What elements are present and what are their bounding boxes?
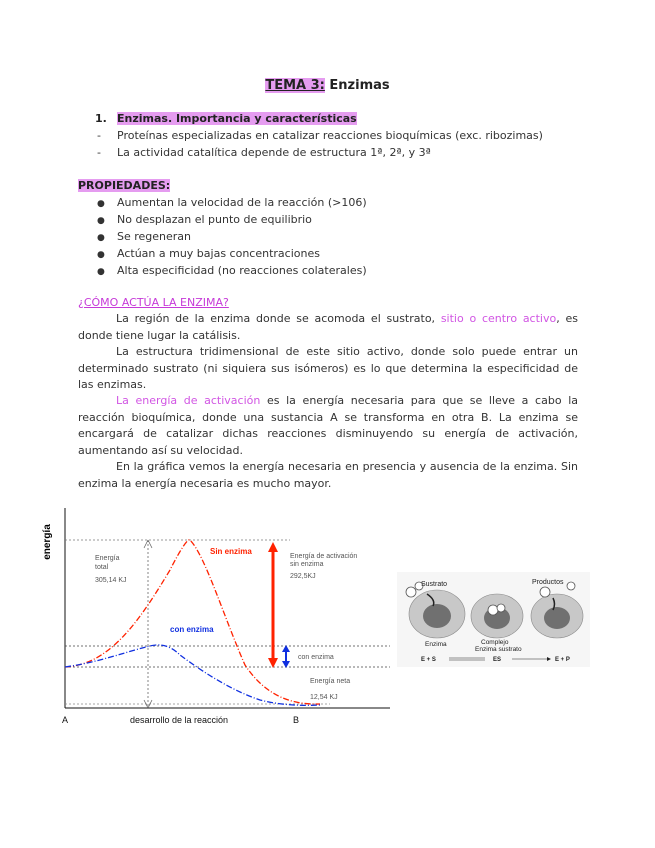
svg-text:con enzima: con enzima [298, 654, 334, 661]
list-item: ● No desplazan el punto de equilibrio [97, 213, 312, 226]
list-item: ● Se regeneran [97, 230, 192, 243]
activation-energy-term: La energía de activación [116, 394, 261, 407]
svg-text:E + P: E + P [555, 657, 570, 663]
section1-title: Enzimas. Importancia y características [117, 112, 357, 125]
section1-number: 1. [95, 112, 107, 125]
paragraph-4: En la gráfica vemos la energía necesaria en presencia y ausencia de la enzima. Sin enzima la energía necesaria es mucho mayor. [78, 460, 578, 490]
svg-text:292,5KJ: 292,5KJ [290, 573, 316, 580]
svg-text:305,14 KJ: 305,14 KJ [95, 577, 127, 584]
title-main: Enzimas [329, 78, 390, 93]
section1-item-1: La actividad catalítica depende de estructura 1ª, 2ª, y 3ª [117, 146, 431, 159]
paragraph-3: La energía de activación es la energía necesaria para que se lleve a cabo la reacción bioquímica, donde una sustancia A se transforma en otra B. La enzima se encargará de catalizar dichas reacciones disminuyendo su energía de activación, aumentando así su velocidad. [78, 394, 578, 457]
svg-text:Energía de activación: Energía de activación [290, 553, 358, 560]
svg-text:Sustrato: Sustrato [421, 581, 448, 588]
svg-text:total: total [95, 564, 109, 571]
paragraph-1: La región de la enzima donde se acomoda el sustrato, sitio o centro activo, es donde tiene lugar la catálisis. [78, 312, 578, 342]
properties-heading: PROPIEDADES: [78, 179, 171, 192]
energy-graph [30, 500, 400, 732]
list-item: ● Actúan a muy bajas concentraciones [97, 247, 320, 260]
svg-text:Productos: Productos [532, 579, 564, 586]
svg-text:Energía: Energía [95, 555, 120, 562]
con-enzima-label: con enzima [170, 625, 214, 634]
title-prefix: TEMA 3: [265, 78, 325, 93]
enzyme-diagram [397, 572, 590, 667]
point-b-label: B [293, 715, 300, 725]
list-item: - La actividad catalítica depende de estructura 1ª, 2ª, y 3ª [97, 146, 431, 159]
svg-text:sin enzima: sin enzima [290, 561, 324, 568]
x-axis-label: desarrollo de la reacción [130, 715, 229, 725]
how-heading: ¿CÓMO ACTÚA LA ENZIMA? [78, 296, 229, 309]
svg-text:Enzima sustrato: Enzima sustrato [475, 646, 522, 653]
con-enzima-curve [65, 645, 320, 705]
svg-text:Enzima: Enzima [425, 641, 447, 648]
sin-enzima-label: Sin enzima [210, 547, 252, 556]
active-site-term: sitio o centro activo [440, 312, 557, 325]
section1-item-0: Proteínas especializadas en catalizar reacciones bioquímicas (exc. ribozimas) [117, 129, 543, 142]
section1-heading [95, 112, 357, 125]
y-axis-label: energía [42, 524, 53, 560]
page-title [0, 78, 655, 93]
list-item: ● Aumentan la velocidad de la reacción (>106) [97, 196, 367, 209]
list-item: ● Alta especificidad (no reacciones colaterales) [97, 264, 367, 277]
point-a-label: A [62, 715, 69, 725]
svg-text:ES: ES [493, 657, 502, 663]
list-item: - Proteínas especializadas en catalizar reacciones bioquímicas (exc. ribozimas) [97, 129, 543, 142]
paragraph-2: La estructura tridimensional de este sitio activo, donde solo puede entrar un determinado sustrato (ni siquiera sus isómeros) es lo que determina la especificidad de las enzimas. [78, 345, 578, 391]
svg-text:Complejo: Complejo [481, 639, 509, 646]
svg-text:Energía neta: Energía neta [310, 678, 351, 685]
svg-text:E + S: E + S [421, 657, 436, 663]
svg-text:12,54 KJ: 12,54 KJ [310, 694, 338, 701]
